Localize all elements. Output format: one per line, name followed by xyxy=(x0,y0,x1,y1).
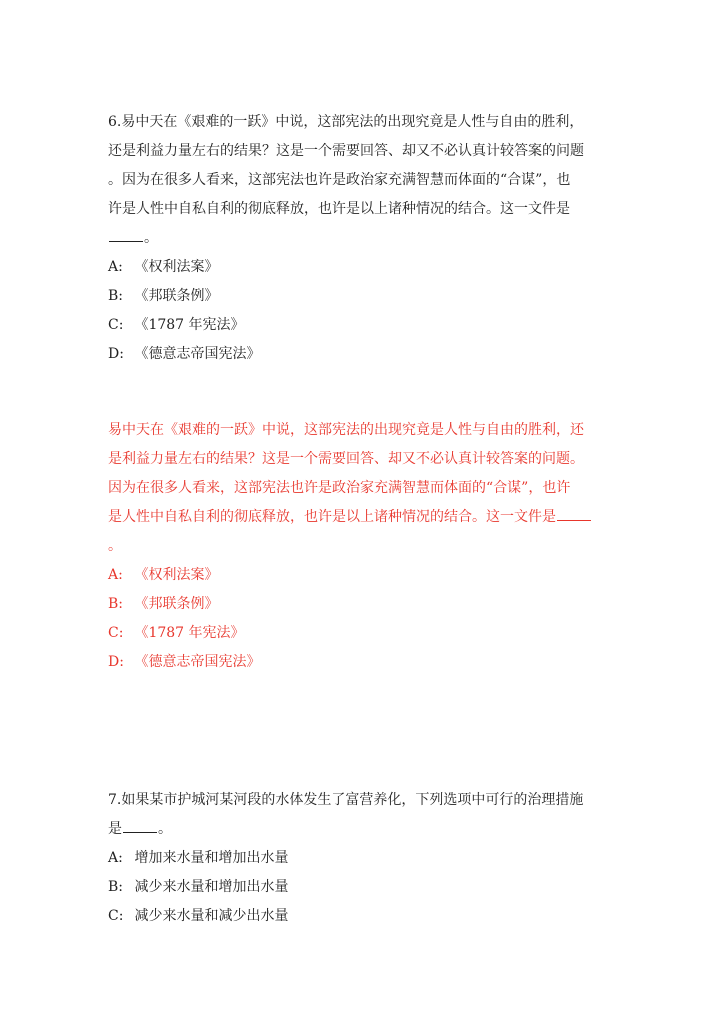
option-letter: A: xyxy=(108,850,123,866)
option-a xyxy=(108,844,618,873)
question-6 xyxy=(108,108,618,369)
answer-text-line xyxy=(108,503,618,532)
option-text: 《邦联条例》 xyxy=(134,596,219,612)
question-text-line: 还是利益力量左右的结果？这是一个需要回答、却又不必认真计较答案的问题 xyxy=(108,143,584,159)
option-letter: A: xyxy=(108,259,123,275)
question-text-line: 。因为在很多人看来，这部宪法也许是政治家充满智慧而体面的“合谋”，也 xyxy=(108,172,571,188)
question-text-segment: 是 xyxy=(108,821,122,837)
option-b xyxy=(108,282,618,311)
option-letter: C: xyxy=(108,625,124,641)
question-text-line xyxy=(108,815,618,844)
option-text: 《德意志帝国宪法》 xyxy=(134,654,261,670)
option-letter: D: xyxy=(108,346,124,362)
question-6-answer-section xyxy=(108,416,618,677)
option-text: 增加来水量和增加出水量 xyxy=(134,850,289,866)
option-letter: C: xyxy=(108,317,124,333)
question-text-line: 6.易中天在《艰难的一跃》中说，这部宪法的出现究竟是人性与自由的胜利， xyxy=(108,114,584,130)
option-c xyxy=(108,902,618,931)
question-text-line: 7.如果某市护城河某河段的水体发生了富营养化，下列选项中可行的治理措施 xyxy=(108,792,584,808)
option-text: 《权利法案》 xyxy=(134,567,219,583)
answer-text-line: 易中天在《艰难的一跃》中说，这部宪法的出现究竟是人性与自由的胜利，还 xyxy=(108,422,584,438)
option-d xyxy=(108,340,618,369)
option-letter: A: xyxy=(108,567,123,583)
option-text: 《1787 年宪法》 xyxy=(134,625,245,641)
question-blank-line xyxy=(108,224,618,253)
option-c xyxy=(108,311,618,340)
answer-blank xyxy=(557,506,591,521)
answer-option-c xyxy=(108,619,618,648)
option-b xyxy=(108,873,618,902)
answer-blank xyxy=(109,227,143,242)
answer-text-line: 是利益力量左右的结果？这是一个需要回答、却又不必认真计较答案的问题。 xyxy=(108,451,584,467)
blank-suffix: 。 xyxy=(144,230,158,246)
blank-suffix: 。 xyxy=(158,821,172,837)
answer-blank-suffix-line: 。 xyxy=(108,538,122,554)
option-text: 《1787 年宪法》 xyxy=(134,317,245,333)
answer-option-d xyxy=(108,648,618,677)
answer-option-b xyxy=(108,590,618,619)
answer-blank xyxy=(123,818,157,833)
answer-text-segment: 是人性中自私自利的彻底释放，也许是以上诸种情况的结合。这一文件是 xyxy=(108,509,556,525)
answer-text-line: 因为在很多人看来，这部宪法也许是政治家充满智慧而体面的“合谋”，也许 xyxy=(108,480,571,496)
option-text: 《邦联条例》 xyxy=(134,288,219,304)
option-letter: C: xyxy=(108,908,124,924)
option-letter: B: xyxy=(108,596,124,612)
answer-option-a xyxy=(108,561,618,590)
option-letter: B: xyxy=(108,288,124,304)
option-text: 减少来水量和增加出水量 xyxy=(134,879,289,895)
option-a xyxy=(108,253,618,282)
question-7 xyxy=(108,786,618,931)
option-letter: D: xyxy=(108,654,124,670)
option-letter: B: xyxy=(108,879,124,895)
option-text: 《德意志帝国宪法》 xyxy=(134,346,261,362)
option-text: 《权利法案》 xyxy=(134,259,219,275)
question-text-line: 许是人性中自私自利的彻底释放，也许是以上诸种情况的结合。这一文件是 xyxy=(108,201,570,217)
option-text: 减少来水量和减少出水量 xyxy=(134,908,289,924)
